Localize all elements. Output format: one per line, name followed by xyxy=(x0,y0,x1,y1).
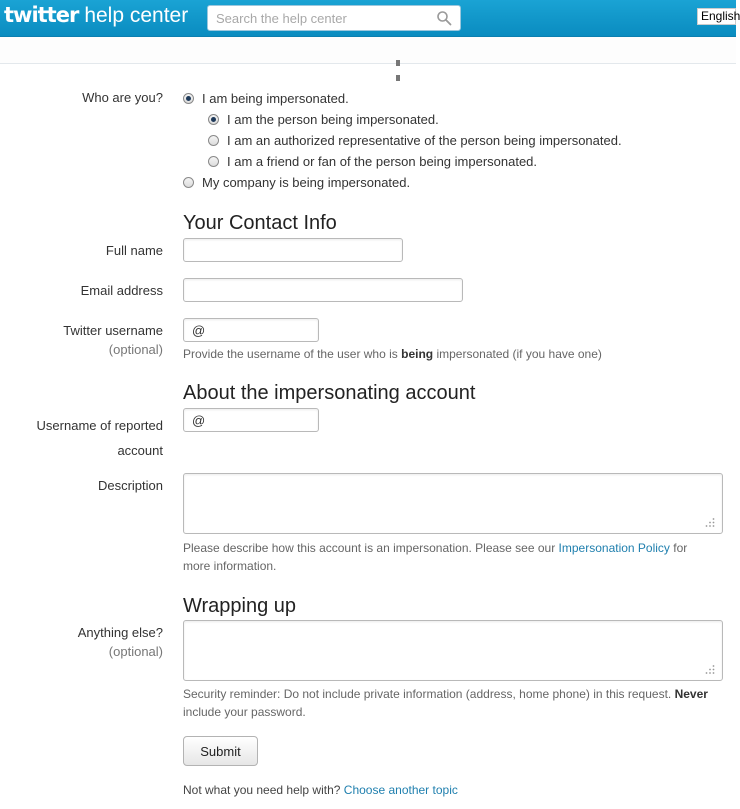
anything-else-textarea[interactable] xyxy=(183,620,723,681)
who-are-you-label: Who are you? xyxy=(82,90,163,105)
anything-else-label xyxy=(78,625,163,659)
search-icon[interactable] xyxy=(436,10,452,26)
username-help-text xyxy=(183,345,602,363)
description-textarea[interactable] xyxy=(183,473,723,534)
security-reminder-text xyxy=(183,685,728,721)
logo-wordmark: twitter xyxy=(4,3,79,27)
help-text-part: include your password. xyxy=(183,705,306,719)
impersonating-account-heading: About the impersonating account xyxy=(183,382,476,404)
impersonation-policy-link[interactable]: Impersonation Policy xyxy=(558,541,670,555)
label-line: account xyxy=(117,443,163,458)
radio-label: I am a friend or fan of the person being impersonated. xyxy=(227,154,538,169)
footer-text-part: Not what you need help with? xyxy=(183,783,344,797)
radio-authorized-representative[interactable] xyxy=(208,133,622,148)
radio-company-impersonated[interactable] xyxy=(183,175,410,190)
choose-another-topic-link[interactable]: Choose another topic xyxy=(343,783,458,797)
reported-username-field[interactable] xyxy=(183,408,319,432)
reported-username-label xyxy=(37,413,163,463)
help-text-bold: being xyxy=(401,347,434,361)
radio-button[interactable] xyxy=(208,135,219,146)
sub-header-strip xyxy=(0,37,736,64)
radio-being-impersonated[interactable] xyxy=(183,91,349,106)
help-text-part: for xyxy=(669,541,688,555)
help-text-part: Provide the username of the user who is xyxy=(183,347,402,361)
radio-label: My company is being impersonated. xyxy=(202,175,411,190)
radio-button[interactable] xyxy=(183,177,194,188)
resize-grip-icon[interactable] xyxy=(705,517,715,527)
clipped-title-fragment xyxy=(396,54,496,62)
radio-label: I am an authorized representative of the person being impersonated. xyxy=(227,133,622,148)
resize-grip-icon[interactable] xyxy=(705,664,715,674)
radio-person-impersonated[interactable] xyxy=(208,112,439,127)
email-field[interactable] xyxy=(183,278,463,302)
email-label: Email address xyxy=(80,283,163,298)
submit-button[interactable]: Submit xyxy=(183,736,258,766)
top-bar xyxy=(0,0,740,37)
radio-button-checked[interactable] xyxy=(208,114,219,125)
radio-label: I am being impersonated. xyxy=(202,91,349,106)
language-select[interactable]: English xyxy=(697,8,736,25)
optional-note: (optional) xyxy=(108,342,163,357)
help-text-part: more information. xyxy=(183,559,277,573)
description-help-text xyxy=(183,539,723,575)
search-input[interactable] xyxy=(208,6,433,30)
description-label: Description xyxy=(97,478,163,493)
full-name-field[interactable] xyxy=(183,238,403,262)
twitter-help-center-logo[interactable] xyxy=(4,3,188,31)
label-line: Username of reported xyxy=(36,418,163,433)
twitter-username-label xyxy=(63,323,163,357)
radio-button-checked[interactable] xyxy=(183,93,194,104)
footer-help-text xyxy=(183,783,458,797)
help-text-part: impersonated (if you have one) xyxy=(433,347,602,361)
logo-help-center-text: help center xyxy=(84,4,189,27)
help-text-part: Please describe how this account is an impersonation. Please see our xyxy=(183,541,559,555)
radio-label: I am the person being impersonated. xyxy=(227,112,439,127)
search-box xyxy=(207,5,461,31)
twitter-username-field[interactable] xyxy=(183,318,319,342)
wrapping-up-heading: Wrapping up xyxy=(183,595,297,617)
twitter-username-label-text: Twitter username xyxy=(63,323,163,338)
optional-note: (optional) xyxy=(108,644,163,659)
radio-button[interactable] xyxy=(208,156,219,167)
help-text-bold: Never xyxy=(674,687,708,701)
radio-friend-or-fan[interactable] xyxy=(208,154,537,169)
help-text-part: Security reminder: Do not include private information (address, home phone) in this request. xyxy=(183,687,675,701)
anything-else-label-text: Anything else? xyxy=(77,625,163,640)
full-name-label: Full name xyxy=(105,243,163,258)
contact-info-heading: Your Contact Info xyxy=(183,212,337,234)
